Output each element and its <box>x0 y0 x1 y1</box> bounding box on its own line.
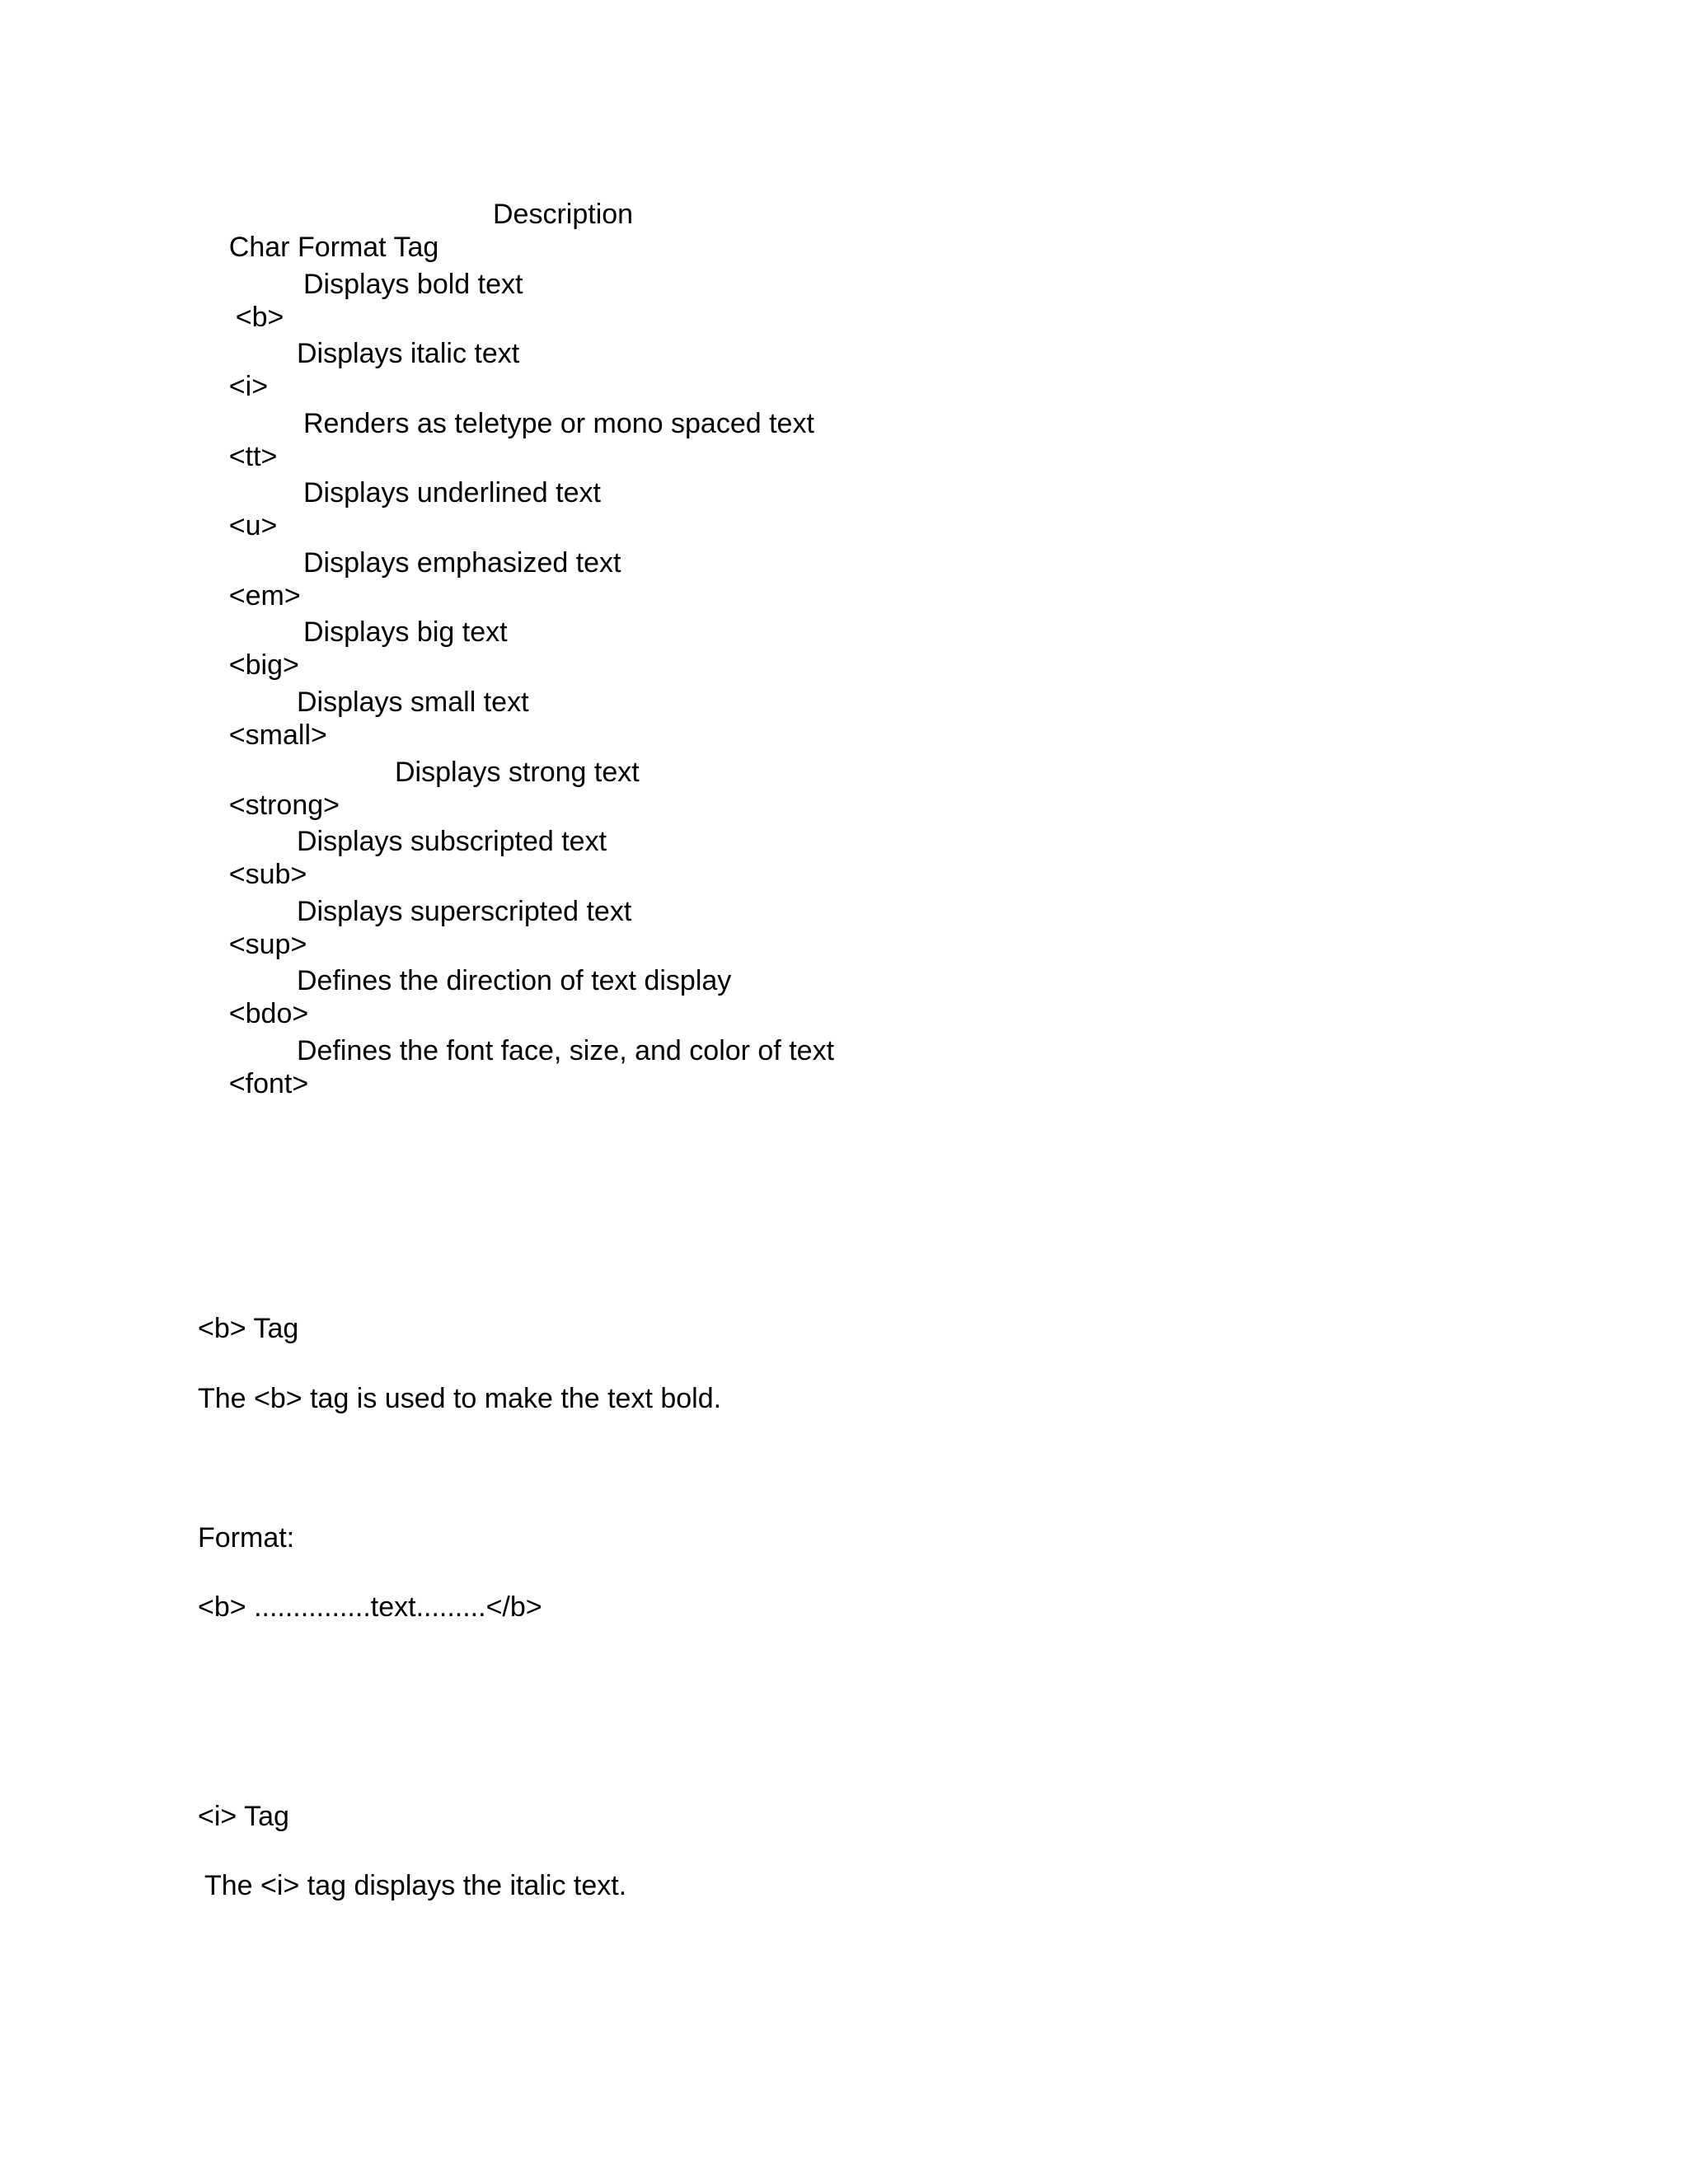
row-tag: <i> <box>228 371 269 402</box>
row-description: Renders as teletype or mono spaced text <box>303 408 814 439</box>
row-tag: <sup> <box>228 929 307 960</box>
row-tag: <font> <box>228 1068 309 1099</box>
row-description: Displays bold text <box>303 269 523 300</box>
row-tag: <u> <box>228 510 278 541</box>
row-description: Defines the font face, size, and color of text <box>297 1035 835 1066</box>
row-tag: <strong> <box>228 790 340 821</box>
row-tag: <sub> <box>228 859 307 890</box>
header-tag-label: Char Format Tag <box>228 232 439 263</box>
row-description: Displays underlined text <box>303 477 601 509</box>
row-description: Displays superscripted text <box>297 896 632 927</box>
i-tag-description: The <i> tag displays the italic text. <box>204 1870 627 1901</box>
row-description: Displays strong text <box>395 757 640 788</box>
row-tag: <bdo> <box>228 998 309 1029</box>
header-description-label: Description <box>493 199 634 230</box>
b-tag-description: The <b> tag is used to make the text bold. <box>198 1383 722 1414</box>
b-tag-format-label: Format: <box>198 1522 295 1554</box>
row-tag: <small> <box>228 719 327 751</box>
row-description: Displays emphasized text <box>303 547 621 579</box>
row-description: Displays small text <box>297 687 529 718</box>
row-description: Displays italic text <box>297 338 520 369</box>
row-description: Displays subscripted text <box>297 826 607 857</box>
row-description: Displays big text <box>303 616 508 648</box>
table-row <box>198 1034 835 1166</box>
row-tag: <b> <box>235 302 284 333</box>
row-tag: <tt> <box>228 441 278 472</box>
b-tag-format-example: <b> ...............text.........</b> <box>198 1591 542 1623</box>
row-tag: <big> <box>228 649 299 681</box>
b-tag-heading: <b> Tag <box>198 1313 299 1344</box>
row-description: Defines the direction of text display <box>297 965 732 996</box>
i-tag-heading: <i> Tag <box>198 1801 289 1832</box>
row-tag: <em> <box>228 580 301 612</box>
